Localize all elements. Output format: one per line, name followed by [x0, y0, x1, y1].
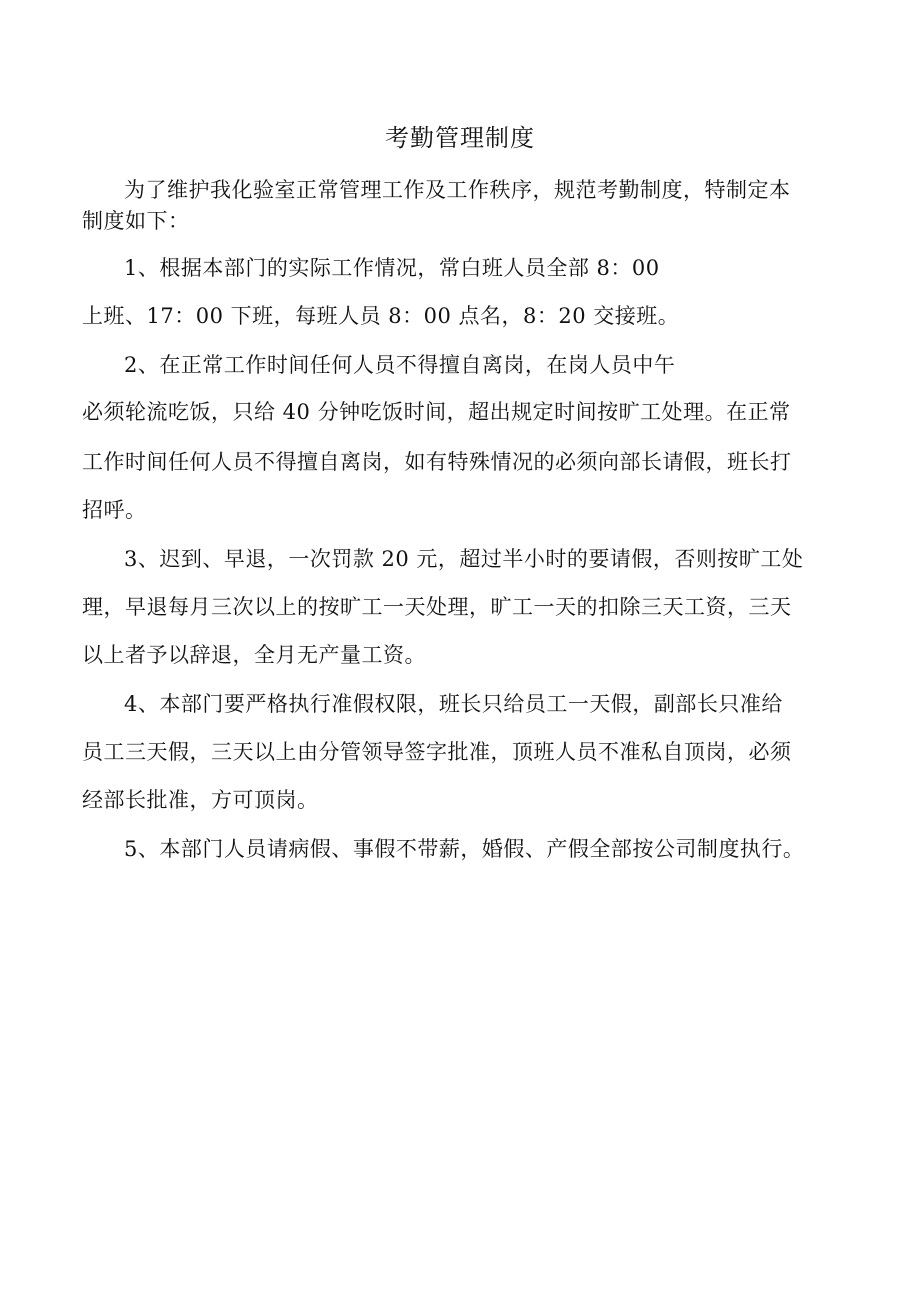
item1-line-2: 上班、17：00 下班，每班人员 8：00 点名，8：20 交接班。	[82, 304, 680, 328]
item2-line-3: 工作时间任何人员不得擅自离岗，如有特殊情况的必须向部长请假，班长打	[82, 450, 792, 474]
item1-line-1: 1、根据本部门的实际工作情况，常白班人员全部 8：00	[124, 256, 660, 280]
item4-line-1: 4、本部门要严格执行准假权限，班长只给员工一天假，副部长只准给	[124, 692, 783, 716]
item4-line-2: 员工三天假，三天以上由分管领导签字批准，顶班人员不准私自顶岗，必须	[82, 740, 792, 764]
item3-line-1: 3、迟到、早退，一次罚款 20 元，超过半小时的要请假，否则按旷工处	[124, 547, 804, 571]
document-title: 考勤管理制度	[385, 124, 535, 152]
intro-line-2: 制度如下：	[82, 209, 190, 233]
item5-line-1: 5、本部门人员请病假、事假不带薪，婚假、产假全部按公司制度执行。	[124, 837, 805, 861]
item3-line-3: 以上者予以辞退，全月无产量工资。	[82, 643, 426, 667]
item2-line-4: 招呼。	[82, 498, 147, 522]
item2-line-1: 2、在正常工作时间任何人员不得擅自离岗，在岗人员中午	[124, 353, 676, 377]
item4-line-3: 经部长批准，方可顶岗。	[82, 788, 319, 812]
item2-line-2: 必须轮流吃饭，只给 40 分钟吃饭时间，超出规定时间按旷工处理。在正常	[82, 400, 791, 424]
item3-line-2: 理，早退每月三次以上的按旷工一天处理，旷工一天的扣除三天工资，三天	[82, 595, 792, 619]
intro-line-1: 为了维护我化验室正常管理工作及工作秩序，规范考勤制度，特制定本	[124, 178, 791, 202]
